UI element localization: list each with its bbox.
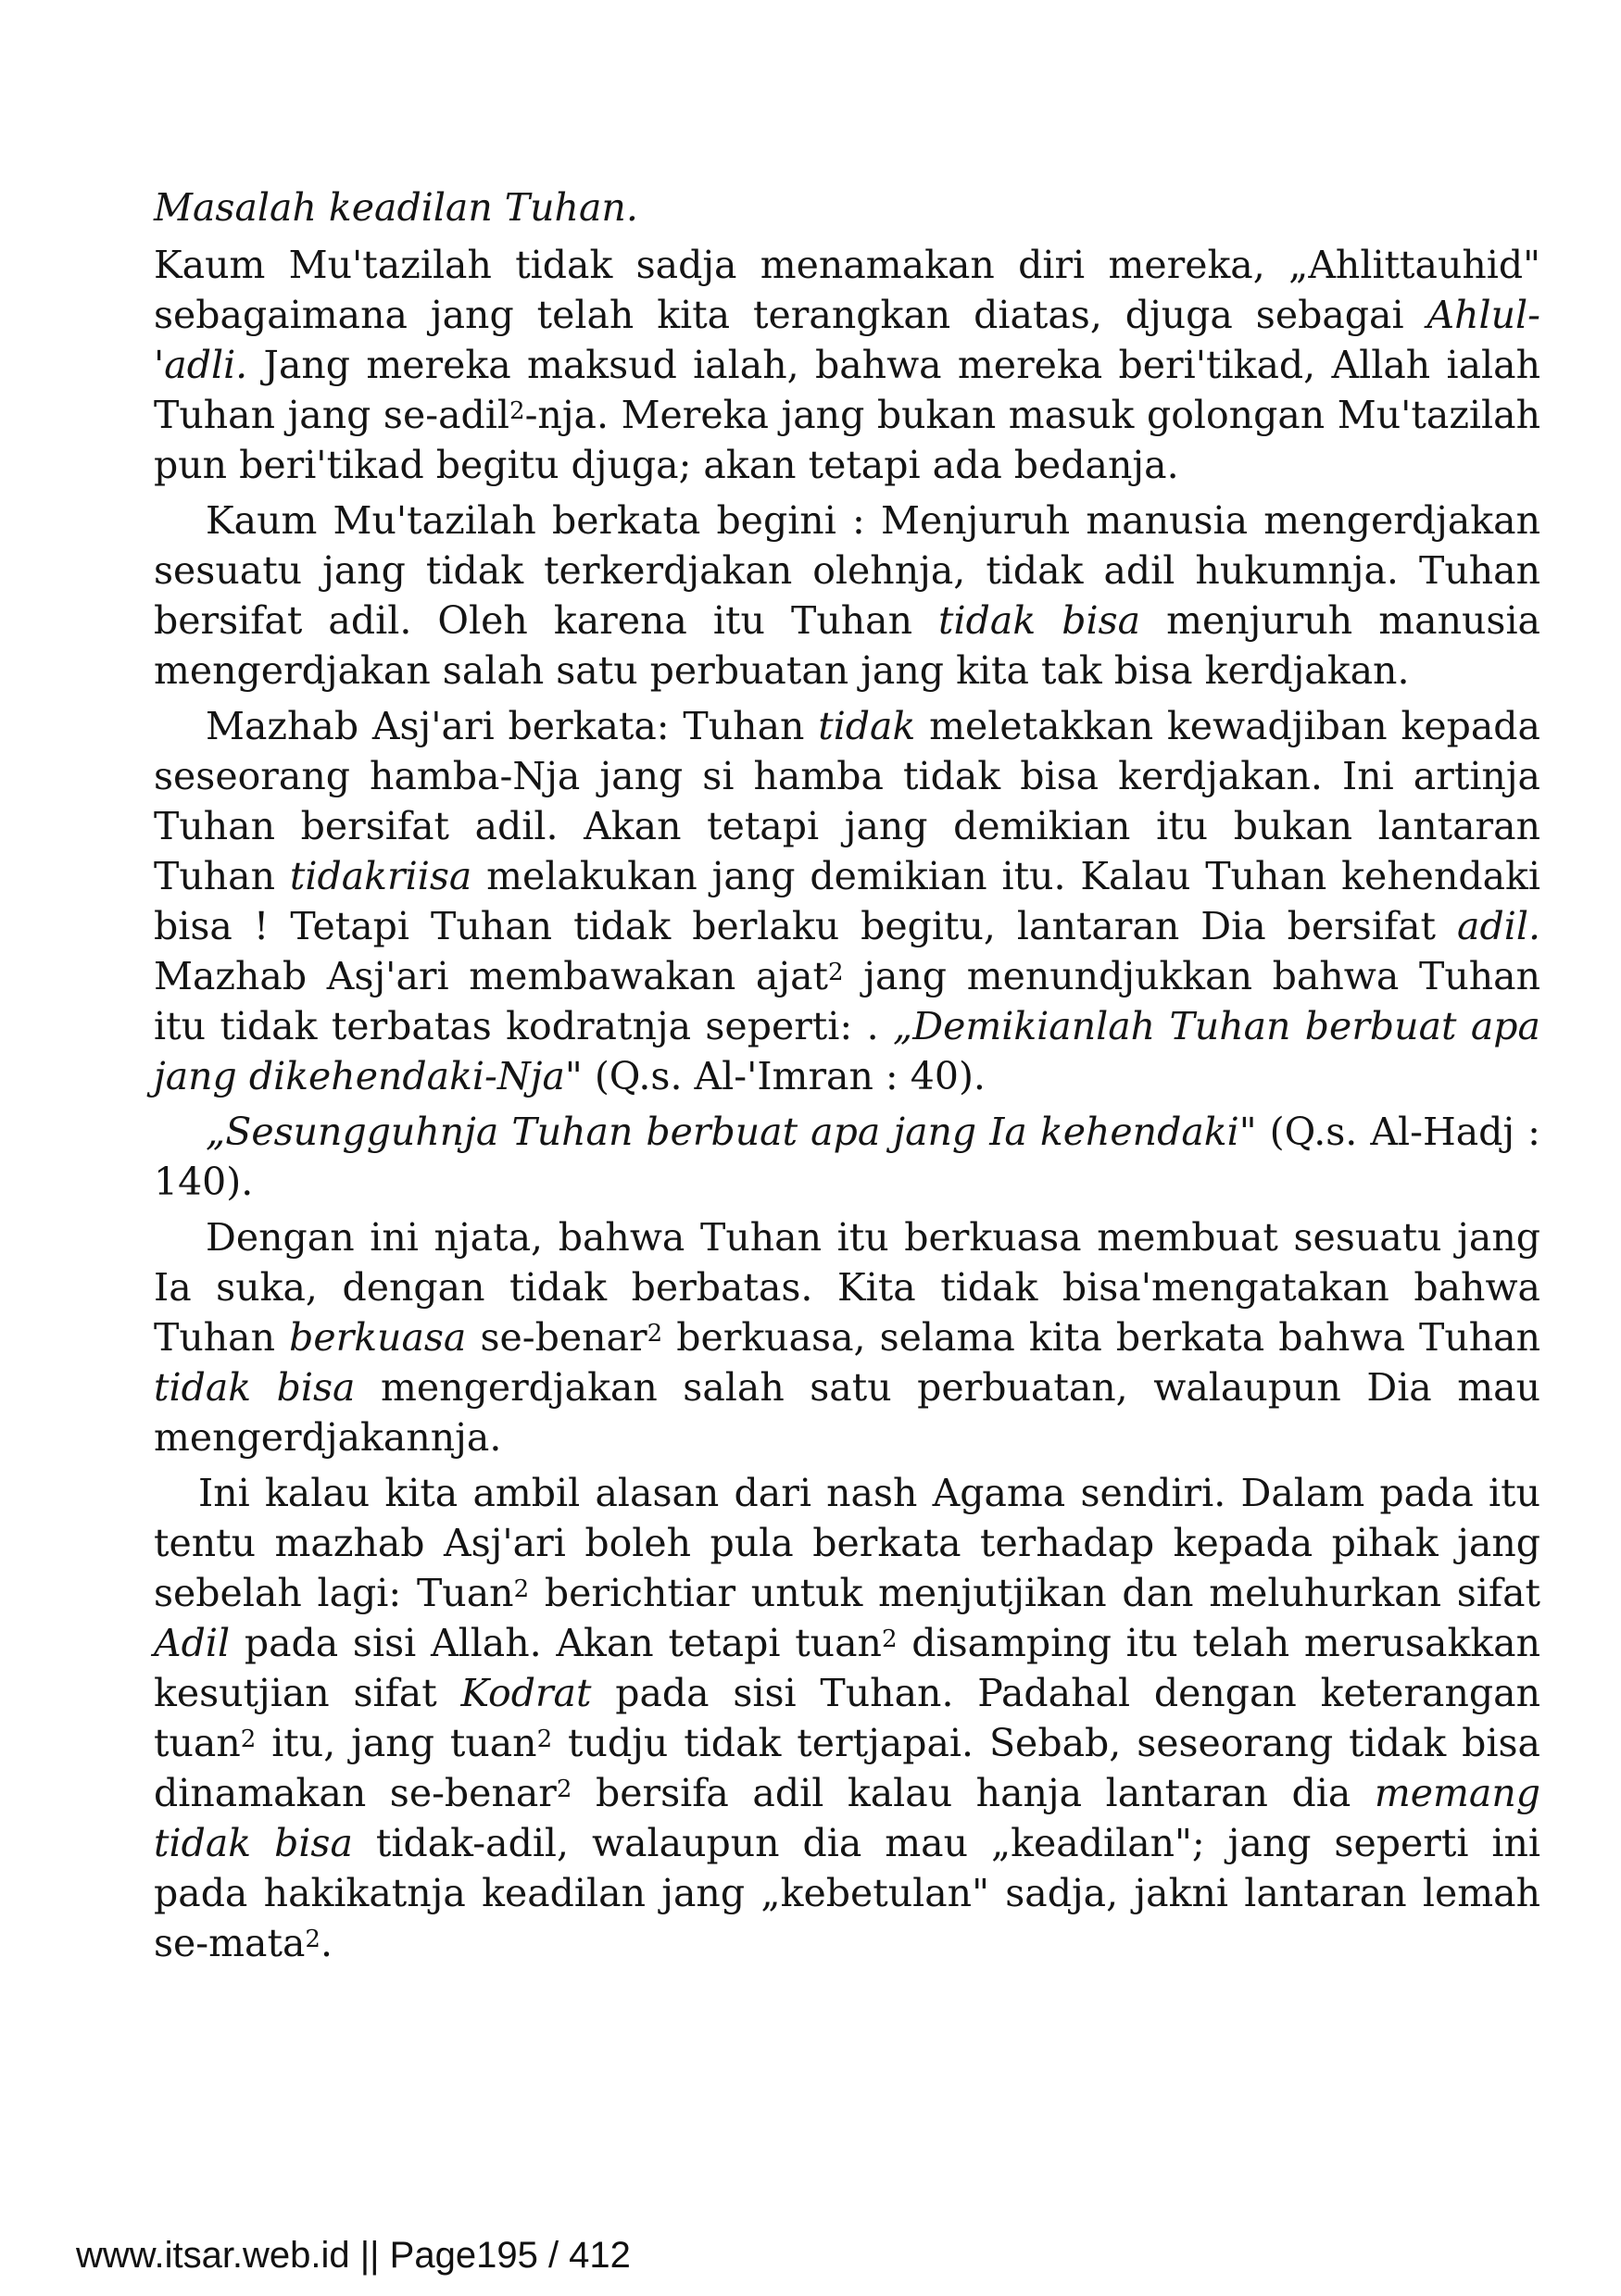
- italic-run: Adil: [154, 1621, 231, 1665]
- text-run: pada sisi Tuhan. Padahal dengan keterangan tuan: [154, 1671, 1540, 1765]
- italic-run: berkuasa: [289, 1315, 467, 1360]
- italic-run: tidak: [818, 704, 916, 748]
- paragraph-3: [154, 701, 1540, 1101]
- text-run: tudju tidak tertjapai. Sebab, seseorang tidak bisa dinamakan se-benar: [154, 1721, 1540, 1815]
- text-run: jang menundjukkan bahwa Tuhan itu tidak terbatas kodratnja seperti: .: [154, 954, 1541, 1048]
- text-run: (Q.s. Al-Hadj : 140).: [154, 1110, 1540, 1204]
- text-run: pada sisi Allah. Akan tetapi tuan: [230, 1621, 882, 1665]
- text-run: Mazhab Asj'ari berkata: Tuhan: [206, 704, 819, 748]
- italic-run: tidakriisa: [289, 854, 472, 898]
- section-heading: Masalah keadilan Tuhan.: [154, 185, 638, 230]
- superscript: 2: [513, 1575, 530, 1603]
- paragraph-6: [154, 1468, 1540, 1968]
- italic-run: adil.: [1457, 904, 1540, 948]
- superscript: 2: [556, 1775, 572, 1803]
- text-run: Ini kalau kita ambil alasan dari nash Agama sendiri. Dalam pada itu tentu mazhab Asj'ari boleh pula berkata terhadap kepada pihak jang sebelah lagi: Tuan: [154, 1471, 1540, 1615]
- text-run: meletakkan kewadjiban kepada seseorang hamba-Nja jang si hamba tidak bisa kerdjakan. Ini artinja Tuhan bersifat adil. Akan tetapi jang demikian itu bukan lantaran Tuhan: [154, 704, 1540, 898]
- text-run: bersifa adil kalau hanja lantaran dia: [572, 1771, 1375, 1815]
- superscript: 2: [828, 959, 844, 986]
- body-text: [154, 182, 1540, 1974]
- text-run: se-benar: [466, 1315, 647, 1360]
- text-run: Jang mereka maksud ialah, bahwa mereka beri'tikad, Allah ialah Tuhan jang se-adil: [154, 343, 1540, 437]
- text-run: Kaum Mu'tazilah tidak sadja menamakan diri mereka, „Ahlittauhid" sebagaimana jang telah kita terangkan diatas, djuga sebagai: [154, 243, 1540, 337]
- text-run: mengerdjakan salah satu perbuatan, walaupun Dia mau mengerdjakannja.: [154, 1365, 1541, 1460]
- text-run: .: [320, 1921, 333, 1965]
- italic-run: Ahlul-'adli.: [154, 293, 1540, 387]
- text-run: Dengan ini njata, bahwa Tuhan itu berkuasa membuat sesuatu jang Ia suka, dengan tidak berbatas. Kita tidak bisa'mengatakan bahwa Tuhan: [154, 1215, 1540, 1360]
- paragraph-1: [154, 240, 1540, 490]
- quote-italic: „Sesungguhnja Tuhan berbuat apa jang Ia kehendaki": [206, 1110, 1257, 1154]
- text-run: Mazhab Asj'ari membawakan ajat: [154, 954, 828, 998]
- italic-run: memang tidak bisa: [154, 1771, 1540, 1865]
- paragraph-4: [154, 1107, 1540, 1207]
- text-run: menjuruh manusia mengerdjakan salah satu perbuatan jang kita tak bisa kerdjakan.: [154, 598, 1540, 693]
- text-run: tidak-adil, walaupun dia mau „keadilan"; jang seperti ini pada hakikatnja keadilan jang „kebetulan" sadja, jakni lantaran lemah se-mata: [154, 1821, 1541, 1965]
- text-run: melakukan jang demikian itu. Kalau Tuhan kehendaki bisa ! Tetapi Tuhan tidak berlaku begitu, lantaran Dia bersifat: [154, 854, 1540, 948]
- superscript: 2: [536, 1725, 553, 1753]
- italic-run: Kodrat: [460, 1671, 592, 1715]
- page-footer: www.itsar.web.id || Page195 / 412: [76, 2235, 631, 2276]
- paragraph-5: [154, 1212, 1540, 1462]
- superscript: 2: [509, 397, 525, 425]
- text-run: berkuasa, selama kita berkata bahwa Tuhan: [662, 1315, 1540, 1360]
- italic-run: tidak bisa: [154, 1365, 356, 1410]
- text-run: berichtiar untuk menjutjikan dan meluhurkan sifat: [529, 1571, 1540, 1615]
- paragraph-2: [154, 496, 1540, 696]
- superscript: 2: [647, 1320, 663, 1348]
- text-run: Kaum Mu'tazilah berkata begini : Menjuruh manusia mengerdjakan sesuatu jang tidak terkerdjakan olehnja, tidak adil hukumnja. Tuhan bersifat adil. Oleh karena itu Tuhan: [154, 498, 1540, 643]
- text-run: (Q.s. Al-'Imran : 40).: [582, 1054, 986, 1098]
- superscript: 2: [305, 1926, 320, 1953]
- italic-run: tidak bisa: [938, 598, 1141, 643]
- text-run: -nja. Mereka jang bukan masuk golongan Mu'tazilah pun beri'tikad begitu djuga; akan tetapi ada bedanja.: [154, 393, 1540, 487]
- text-run: disamping itu telah merusakkan kesutjian sifat: [154, 1621, 1540, 1715]
- quote-italic: „Demikianlah Tuhan berbuat apa jang dikehendaki-Nja": [154, 1004, 1540, 1098]
- text-run: itu, jang tuan: [256, 1721, 537, 1765]
- superscript: 2: [240, 1725, 257, 1753]
- superscript: 2: [881, 1625, 898, 1653]
